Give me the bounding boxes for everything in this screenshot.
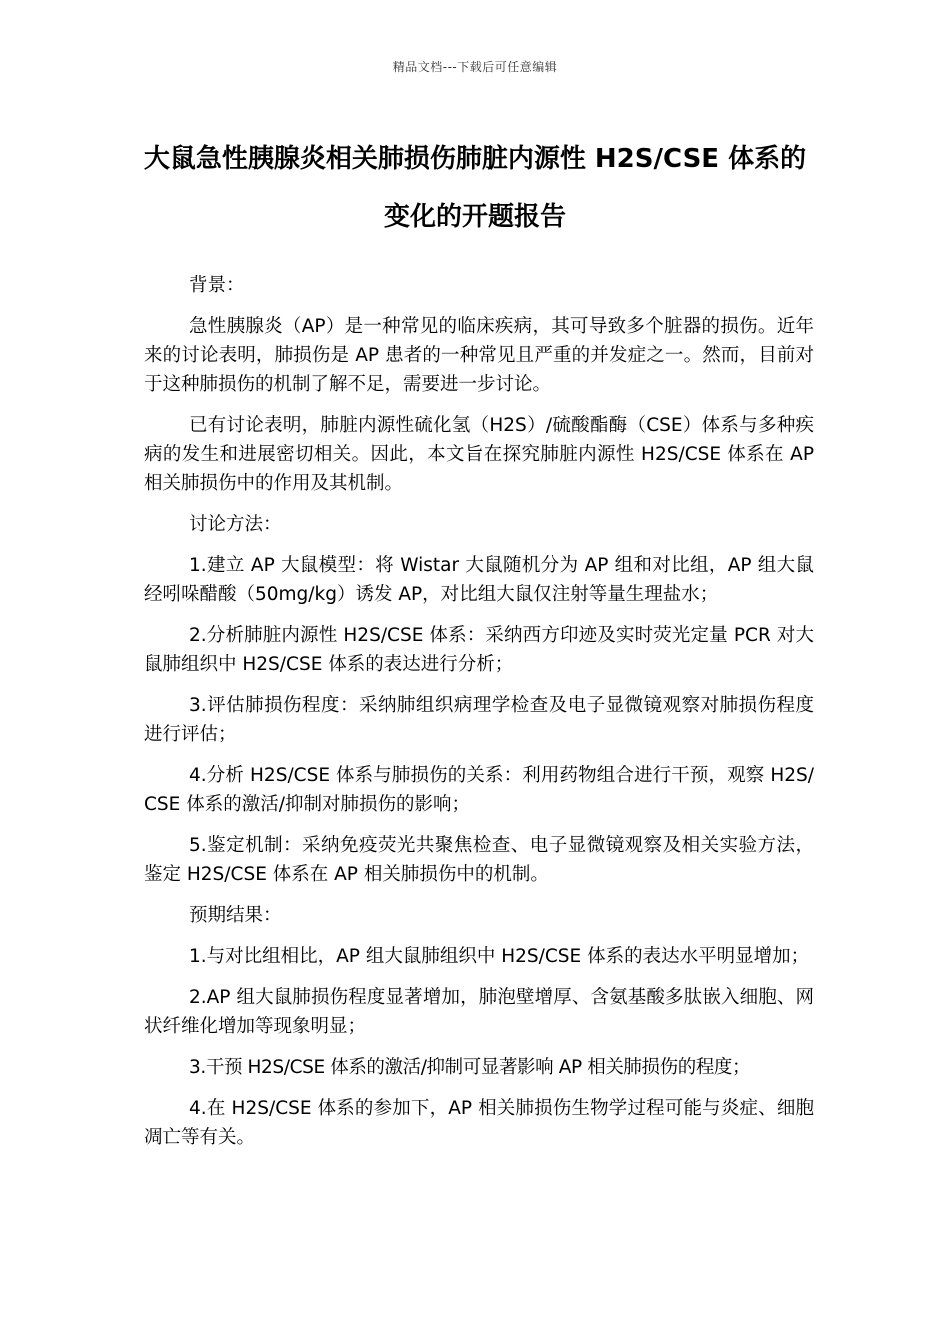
methods-heading: 讨论方法： [189,514,282,535]
methods-item: 4.分析 H2S/CSE 体系与肺损伤的关系：利用药物组合进行干预，观察 H2S/CSE 体系的激活/抑制对肺损伤的影响； [144,765,814,815]
document-title: 大鼠急性胰腺炎相关肺损伤肺脏内源性 H2S/CSE 体系的变化的开题报告 [143,144,807,232]
background-paragraph-2: 已有讨论表明，肺脏内源性硫化氢（H2S）/硫酸酯酶（CSE）体系与多种疾病的发生和进展密切相关。因此，本文旨在探究肺脏内源性 H2S/CSE 体系在 AP 相关肺损伤中的作用及其机制。 [144,415,814,494]
methods-item: 5.鉴定机制：采纳免疫荧光共聚焦检查、电子显微镜观察及相关实验方法，鉴定 H2S/CSE 体系在 AP 相关肺损伤中的机制。 [144,835,814,885]
background-heading: 背景： [189,275,245,296]
results-item: 3.干预 H2S/CSE 体系的激活/抑制可显著影响 AP 相关肺损伤的程度； [189,1057,751,1078]
page-header-note: 精品文档---下载后可任意编辑 [392,60,558,74]
document-body [144,271,814,1164]
methods-item: 3.评估肺损伤程度：采纳肺组织病理学检查及电子显微镜观察对肺损伤程度进行评估； [144,695,814,745]
methods-item: 2.分析肺脏内源性 H2S/CSE 体系：采纳西方印迹及实时荧光定量 PCR 对大鼠肺组织中 H2S/CSE 体系的表达进行分析； [144,625,814,675]
background-paragraph-1: 急性胰腺炎（AP）是一种常见的临床疾病，其可导致多个脏器的损伤。近年来的讨论表明，肺损伤是 AP 患者的一种常见且严重的并发症之一。然而，目前对于这种肺损伤的机制了解不足，需要进一步讨论。 [144,316,814,395]
results-item: 4.在 H2S/CSE 体系的参加下，AP 相关肺损伤生物学过程可能与炎症、细胞凋亡等有关。 [144,1098,814,1148]
results-item: 2.AP 组大鼠肺损伤程度显著增加，肺泡壁增厚、含氨基酸多肽嵌入细胞、网状纤维化增加等现象明显； [144,987,814,1037]
methods-item: 1.建立 AP 大鼠模型：将 Wistar 大鼠随机分为 AP 组和对比组，AP 组大鼠经吲哚醋酸（50mg/kg）诱发 AP，对比组大鼠仅注射等量生理盐水； [144,555,814,605]
results-heading: 预期结果： [189,905,282,926]
results-item: 1.与对比组相比，AP 组大鼠肺组织中 H2S/CSE 体系的表达水平明显增加； [189,946,810,967]
